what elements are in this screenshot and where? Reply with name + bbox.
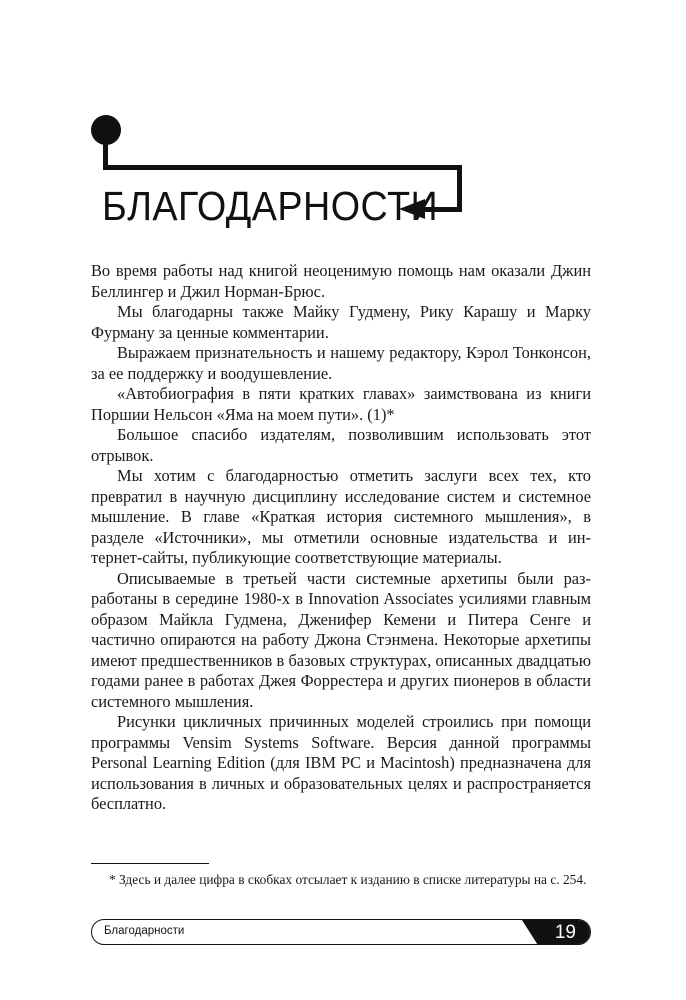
paragraph: Мы благодарны также Майку Гудмену, Рику Карашу и Марку Фурману за ценные комментарии.	[91, 302, 591, 342]
paragraph: Большое спасибо издателям, позволившим использовать этот отрывок.	[91, 425, 591, 465]
ornament-top-line	[103, 165, 462, 170]
page-title: БЛАГОДАРНОСТИ	[102, 183, 439, 229]
page-number: 19	[554, 922, 576, 943]
paragraph: Мы хотим с благодарностью отметить заслуги всех тех, кто превратил в научную дисциплину исследование систем и системное мышление. В главе «Краткая история системного мышления», в разделе «Источники», мы отметили основные издательства и интернет-сайты, публикующие соответствующие материалы.	[91, 466, 591, 567]
body-text	[91, 261, 591, 815]
paragraph: Во время работы над книгой неоценимую помощь нам оказали Джин Беллингер и Джил Норман-Брюс.	[91, 261, 591, 301]
paragraph: «Автобиография в пяти кратких главах» заимствована из книги Поршии Нельсон «Яма на моем пути». (1)*	[91, 384, 591, 424]
paragraph: Выражаем признательность и нашему редактору, Кэрол Тонконсон, за ее поддержку и воодушевление.	[91, 343, 591, 383]
paragraph: Рисунки цикличных причинных моделей строились при помощи программы Vensim Systems Software. Версия данной программы Personal Learning Edition (для IBM PC и Macintosh) предназначена для использования в личных и образовательных целях и распространяется бесплатно.	[91, 712, 591, 813]
paragraph: Описываемые в третьей части системные архетипы были разработаны в середине 1980-х в Innovation Associates усилиями главным образом Майкла Гудмена, Дженифер Кемени и Питера Сенге и частично опираются на работу Джона Стэнмена. Некоторые архетипы имеют предшественников в базовых структурах, описанных двадцатью годами ранее в работах Джея Форрестера и других пионеров в области системного мышления.	[91, 568, 591, 711]
footer-tab	[498, 920, 590, 945]
ornament-right-line	[457, 165, 462, 212]
footnote: * Здесь и далее цифра в скобках отсылает к изданию в списке литературы на с. 254.	[109, 872, 587, 887]
footer-section-label: Благодарности	[104, 925, 185, 937]
page-footer	[91, 919, 591, 945]
footnote-divider	[91, 863, 209, 864]
